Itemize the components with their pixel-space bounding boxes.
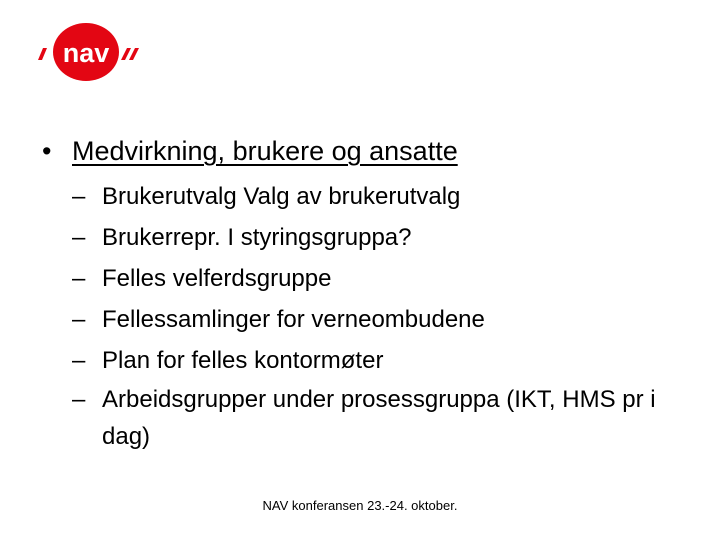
dash-icon: –	[72, 347, 86, 374]
nav-logo	[36, 18, 140, 82]
list-item	[72, 176, 672, 217]
list-item-text: Plan for felles kontormøter	[102, 347, 384, 374]
footer-text: NAV konferansen 23.-24. oktober.	[262, 498, 458, 513]
list-item	[72, 299, 672, 340]
dash-icon: –	[72, 265, 86, 292]
sub-bullet-list	[72, 176, 672, 455]
dash-icon: –	[72, 306, 86, 333]
dash-icon: –	[72, 183, 86, 210]
list-item	[72, 340, 672, 381]
dash-icon: –	[72, 224, 86, 251]
list-item-text: Brukerutvalg Valg av brukerutvalg	[102, 183, 461, 210]
list-item-text: Brukerrepr. I styringsgruppa?	[102, 224, 412, 251]
logo-slash-left	[38, 48, 47, 60]
dash-icon: –	[72, 386, 86, 413]
heading-text: Medvirkning, brukere og ansatte	[72, 136, 458, 166]
list-item-text: Fellessamlinger for verneombudene	[102, 306, 485, 333]
logo-slash-right-1	[121, 48, 131, 60]
logo-slash-right-2	[129, 48, 139, 60]
slide-heading	[42, 134, 458, 168]
list-item-text: Felles velferdsgruppe	[102, 265, 332, 292]
logo-text: nav	[62, 38, 110, 68]
list-item	[72, 381, 672, 455]
list-item	[72, 217, 672, 258]
list-item-text: Arbeidsgrupper under prosessgruppa (IKT, HMS pr i dag)	[102, 386, 656, 450]
bullet-icon: •	[42, 136, 52, 166]
list-item	[72, 258, 672, 299]
